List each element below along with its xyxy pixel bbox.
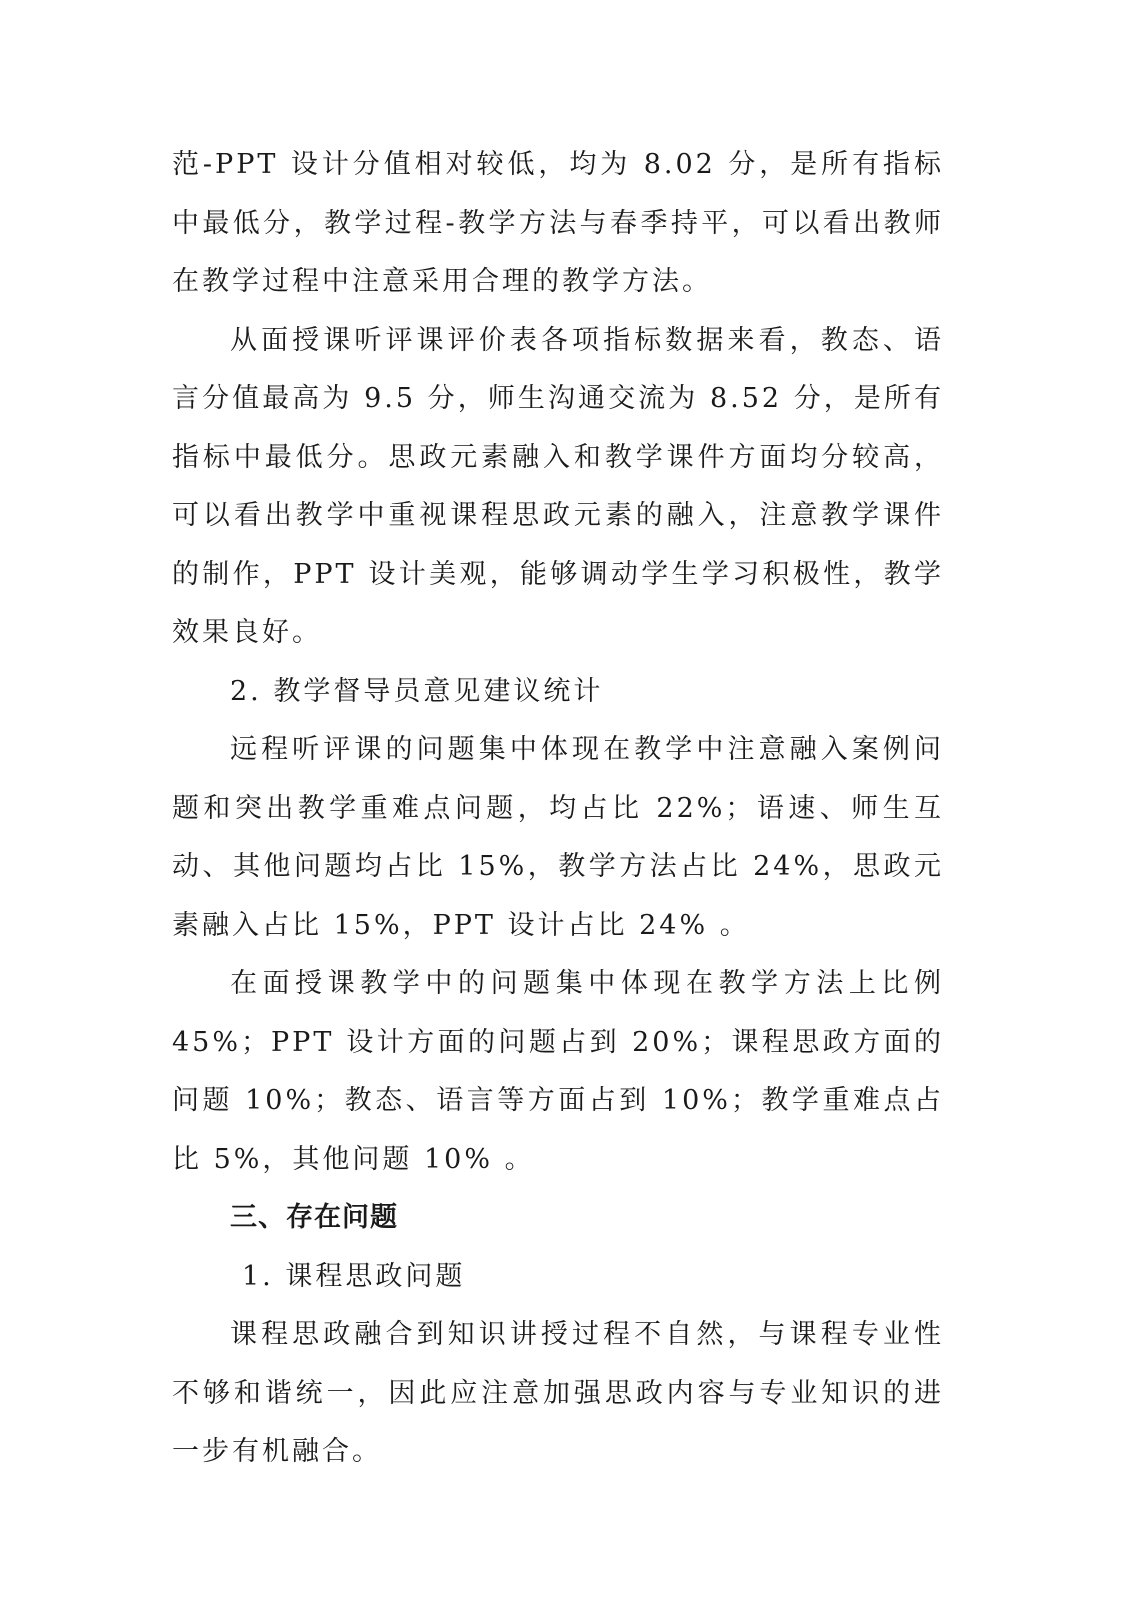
paragraph-continuation: 范-PPT 设计分值相对较低，均为 8.02 分，是所有指标中最低分，教学过程-教学方法与春季持平，可以看出教师在教学过程中注意采用合理的教学方法。 xyxy=(172,149,944,297)
paragraph-ideological-integration: 课程思政融合到知识讲授过程不自然，与课程专业性不够和谐统一，因此应注意加强思政内容与专业知识的进一步有机融合。 xyxy=(172,1319,944,1467)
paragraph-face-to-face-scores: 从面授课听评课评价表各项指标数据来看，教态、语言分值最高为 9.5 分，师生沟通交流为 8.52 分，是所有指标中最低分。思政元素融入和教学课件方面均分较高，可以看出教学中重视课程思政元素的融入，注意教学课件的制作，PPT 设计美观，能够调动学生学习积极性，教学效果良好。 xyxy=(172,324,944,648)
subheading-supervisor-suggestions: 2. 教学督导员意见建议统计 xyxy=(230,675,604,707)
document-body xyxy=(172,136,944,1482)
paragraph-remote-issues: 远程听评课的问题集中体现在教学中注意融入案例问题和突出教学重难点问题，均占比 22%；语速、师生互动、其他问题均占比 15%，教学方法占比 24%，思政元素融入占比 15%，PPT 设计占比 24% 。 xyxy=(172,734,944,941)
subheading-ideological-course-issue: 1. 课程思政问题 xyxy=(242,1260,466,1292)
paragraph-face-to-face-issues: 在面授课教学中的问题集中体现在教学方法上比例 45%；PPT 设计方面的问题占到 20%；课程思政方面的问题 10%；教态、语言等方面占到 10%；教学重难点占比 5%，其他问题 10% 。 xyxy=(172,968,944,1175)
section-heading-existing-problems: 三、存在问题 xyxy=(230,1202,398,1233)
